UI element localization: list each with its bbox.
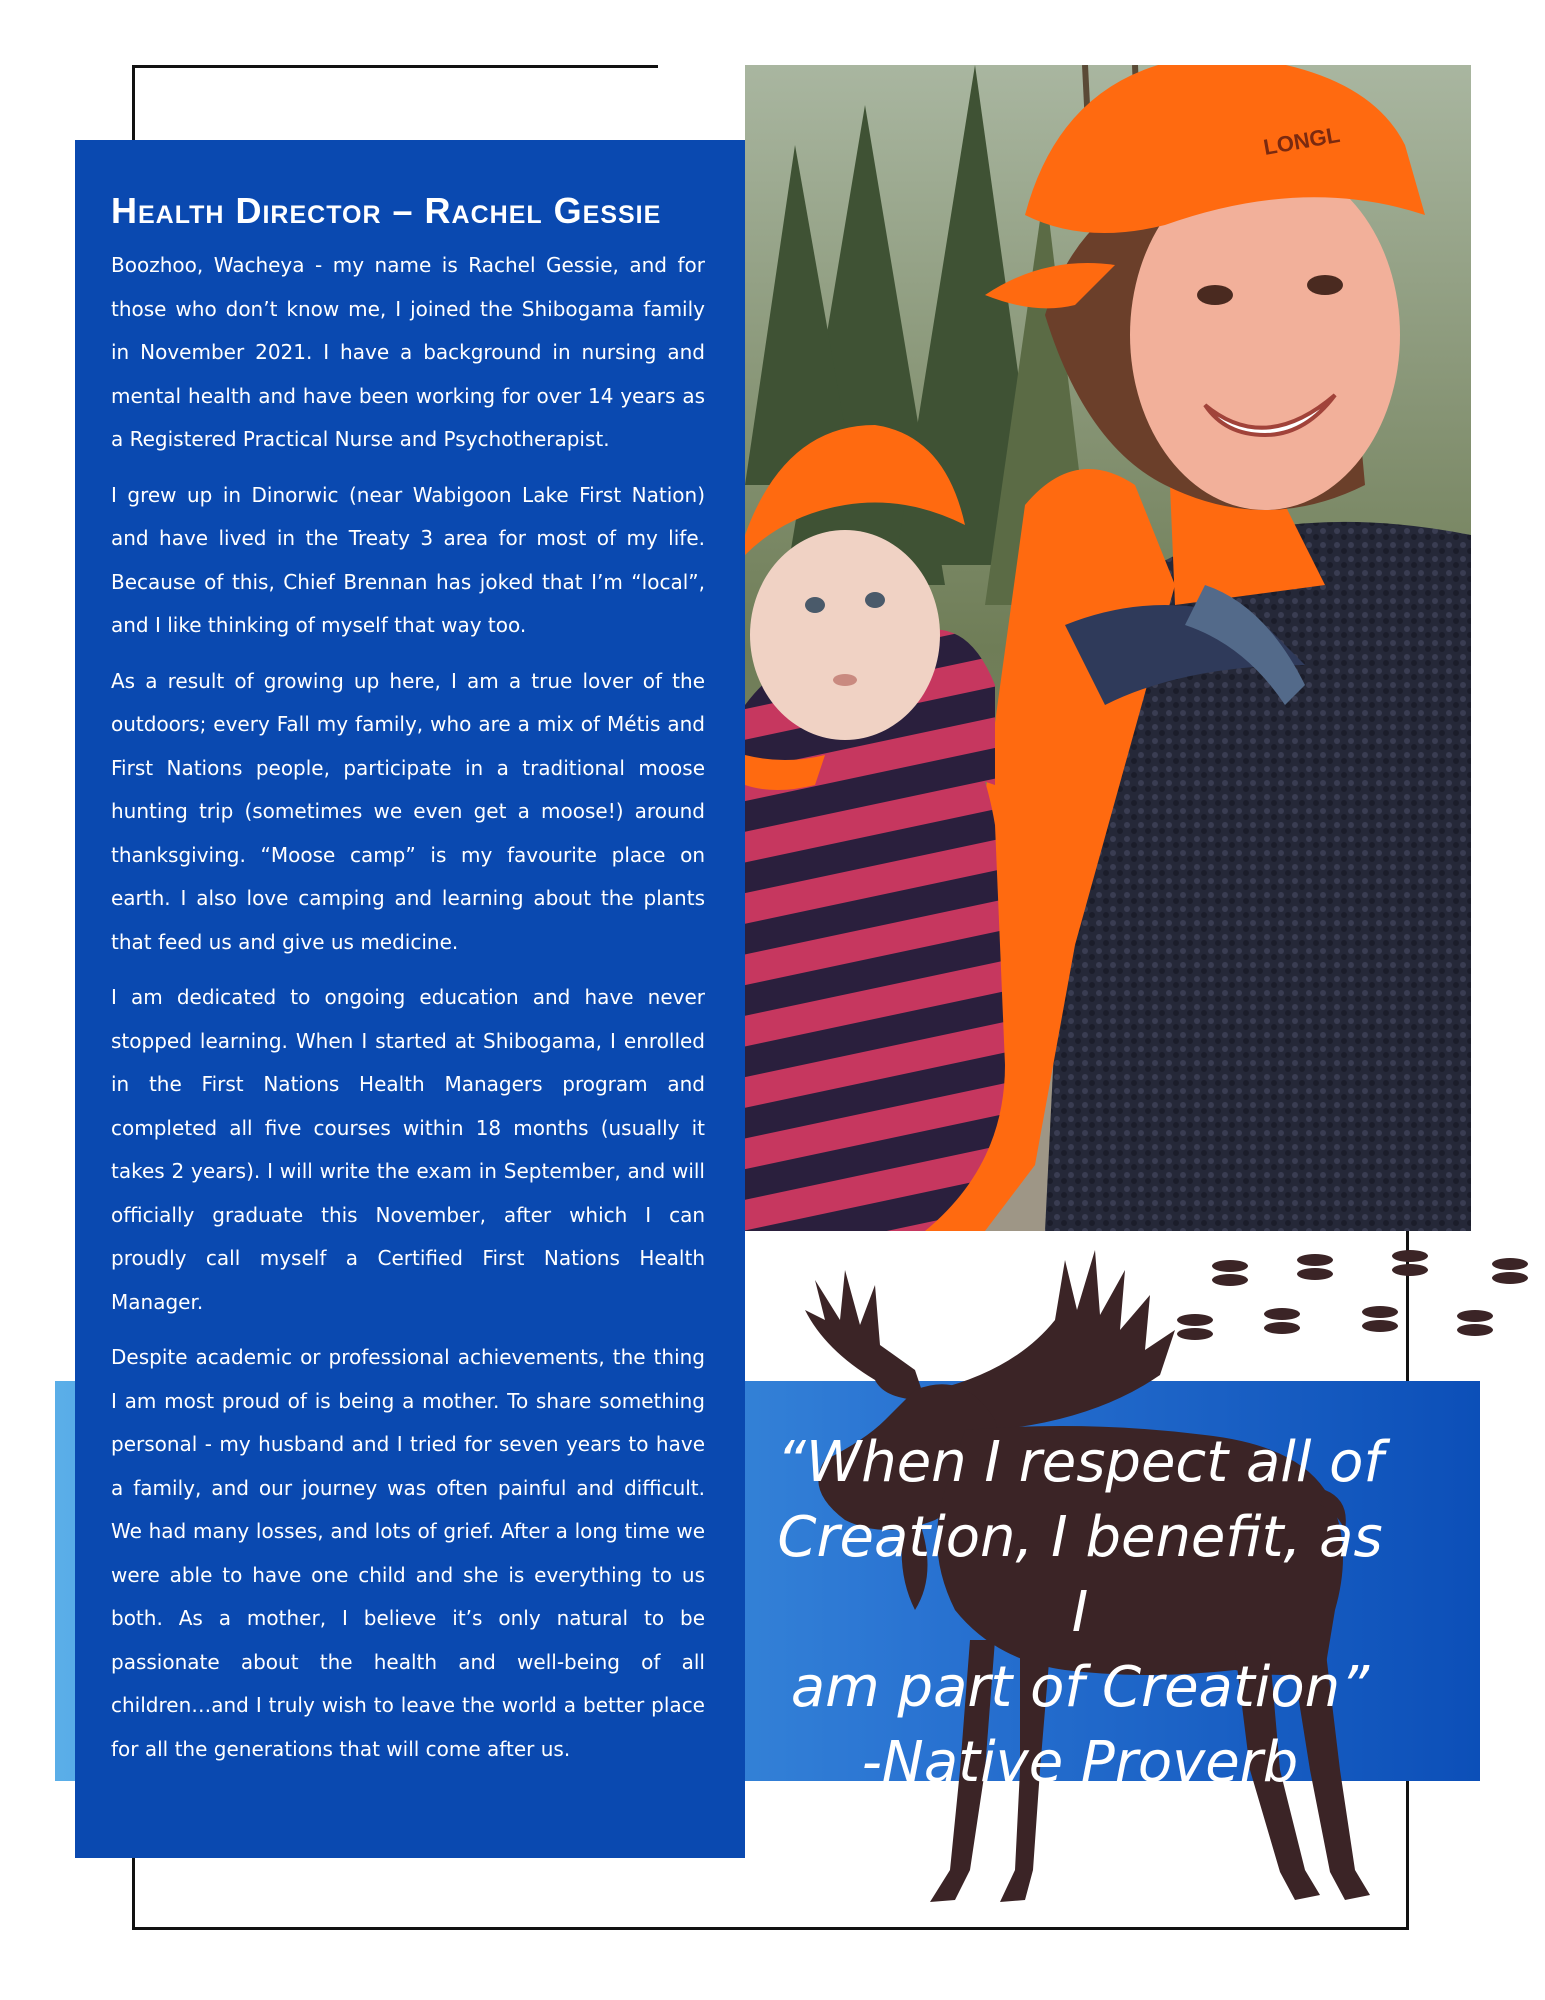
article-paragraph: Despite academic or professional achievements, the thing I am most proud of is being a mother. To share something personal - my husband and I tried for seven years to have a family, and our journey was often painful and difficult. We had many losses, and lots of grief. After a long time we were able to have one child and she is everything to us both. As a mother, I believe it’s only natural to be passionate about the health and well-being of all children…and I truly wish to leave the world a better place for all the generations that will come after us. <box>111 1345 705 1761</box>
article-paragraph: Boozhoo, Wacheya - my name is Rachel Gessie, and for those who don’t know me, I joined the Shibogama family in November 2021. I have a background in nursing and mental health and have been working for over 14 years as a Registered Practical Nurse and Psychotherapist. <box>111 253 705 451</box>
frame-left-line-top <box>132 65 135 143</box>
article-paragraph: As a result of growing up here, I am a true lover of the outdoors; every Fall my family, who are a mix of Métis and First Nations people, participate in a traditional moose hunting trip (sometimes we even get a moose!) around thanksgiving. “Moose camp” is my favourite place on earth. I also love camping and learning about the plants that feed us and give us medicine. <box>111 668 705 954</box>
cap-logo-text: LONGL <box>1261 121 1342 160</box>
frame-top-line <box>132 65 658 68</box>
quote-line: “When I respect all of <box>776 1430 1384 1495</box>
quote-line: am part of Creation” <box>790 1655 1370 1720</box>
article-paragraph: I grew up in Dinorwic (near Wabigoon Lake First Nation) and have lived in the Treaty 3 area for most of my life. Because of this, Chief Brennan has joked that I’m “local”, and I like thinking of myself that way too. <box>111 482 705 637</box>
photo-mother-and-baby <box>745 65 1471 1231</box>
frame-bottom-line <box>132 1927 1409 1930</box>
frame-left-line-bottom <box>132 1855 135 1930</box>
article-paragraph: I am dedicated to ongoing education and have never stopped learning. When I started at Shibogama, I enrolled in the First Nations Health Managers program and completed all five courses within 18 months (usually it takes 2 years). I will write the exam in September, and will officially graduate this November, after which I can proudly call myself a Certified First Nations Health Manager. <box>111 985 705 1314</box>
photo-illustration <box>745 65 1471 1231</box>
article-title: Health Director – Rachel Gessie <box>111 190 662 231</box>
quote-attribution: -Native Proverb <box>861 1730 1299 1795</box>
article-panel <box>75 140 745 1858</box>
proverb-quote <box>770 1425 1390 1800</box>
quote-line: Creation, I benefit, as I <box>777 1505 1383 1645</box>
